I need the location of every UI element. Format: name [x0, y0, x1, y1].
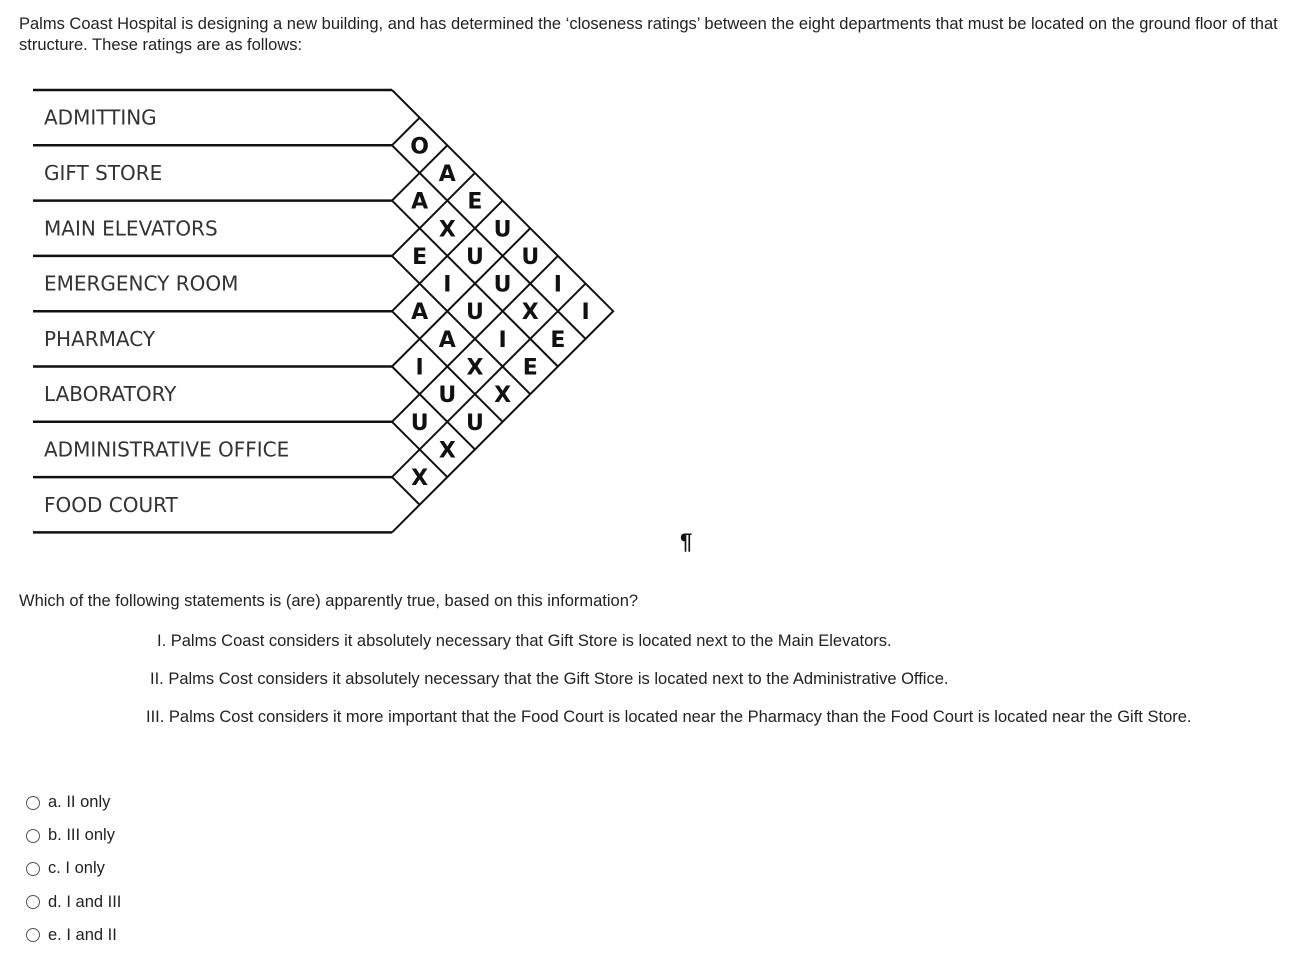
option-label: c. I only [48, 859, 105, 878]
paragraph-mark: ¶ [680, 529, 693, 554]
rating-letter: U [438, 383, 457, 409]
option-c[interactable] [26, 852, 121, 885]
rating-letter: E [412, 244, 428, 270]
answer-options [26, 786, 121, 952]
rating-letter: E [550, 327, 566, 353]
closeness-ratings-diagram [0, 0, 700, 560]
rating-letter: U [493, 217, 512, 243]
rating-letter: X [521, 300, 539, 326]
rating-letter: A [411, 189, 429, 215]
option-b[interactable] [26, 819, 121, 852]
rating-letter: I [498, 327, 507, 353]
rating-letter: U [466, 300, 484, 326]
department-label: PHARMACY [44, 326, 156, 351]
rating-letter: E [522, 355, 538, 381]
rating-letter: X [438, 438, 456, 464]
option-label: b. III only [48, 826, 115, 845]
rating-letter: U [410, 410, 429, 436]
statement-2: II. Palms Cost considers it absolutely necessary that the Gift Store is located next to the Administrative Office. [150, 670, 949, 688]
rating-letter: A [438, 161, 456, 187]
statement-3: III. Palms Cost considers it more important that the Food Court is located near the Pharmacy than the Food Court is located near the Gift Store. [146, 708, 1192, 726]
rating-letter: I [415, 355, 424, 381]
option-d[interactable] [26, 886, 121, 919]
radio-button[interactable] [26, 862, 40, 876]
radio-button[interactable] [26, 895, 40, 909]
rating-letter: E [467, 189, 483, 215]
department-label: ADMITTING [44, 105, 157, 130]
rating-letter: X [438, 217, 456, 243]
radio-button[interactable] [26, 829, 40, 843]
radio-button[interactable] [26, 796, 40, 810]
statement-1: I. Palms Coast considers it absolutely necessary that Gift Store is located next to the Main Elevators. [157, 632, 892, 650]
rating-letter: A [411, 300, 429, 326]
department-label: FOOD COURT [44, 492, 178, 517]
rating-letter: X [411, 466, 429, 492]
option-a[interactable] [26, 786, 121, 819]
department-label: LABORATORY [44, 382, 177, 407]
option-e[interactable] [26, 919, 121, 952]
department-label: GIFT STORE [44, 160, 163, 185]
rating-letter: I [553, 272, 562, 298]
option-label: e. I and II [48, 925, 117, 944]
rating-letter: I [581, 300, 590, 326]
rating-letter: U [521, 244, 540, 270]
rating-letter: O [410, 134, 430, 160]
rating-letter: I [443, 272, 452, 298]
rating-letter: X [466, 355, 484, 381]
rating-letter: A [438, 327, 456, 353]
question-text: Which of the following statements is (are) apparently true, based on this information? [19, 592, 639, 610]
radio-button[interactable] [26, 928, 40, 942]
rating-letter: U [466, 244, 484, 270]
department-label: MAIN ELEVATORS [44, 216, 218, 241]
rating-letter: U [466, 410, 484, 436]
question-intro: Palms Coast Hospital is designing a new building, and has determined the ‘closeness ratings’ between the eight departments that must be located on the ground floor of that structure. These ratings are as follows: [19, 15, 1278, 54]
option-label: d. I and III [48, 892, 122, 911]
department-label: ADMINISTRATIVE OFFICE [44, 437, 290, 462]
rating-letter: U [493, 272, 512, 298]
option-label: a. II only [48, 793, 111, 812]
rating-letter: X [494, 383, 512, 409]
department-label: EMERGENCY ROOM [44, 271, 239, 296]
